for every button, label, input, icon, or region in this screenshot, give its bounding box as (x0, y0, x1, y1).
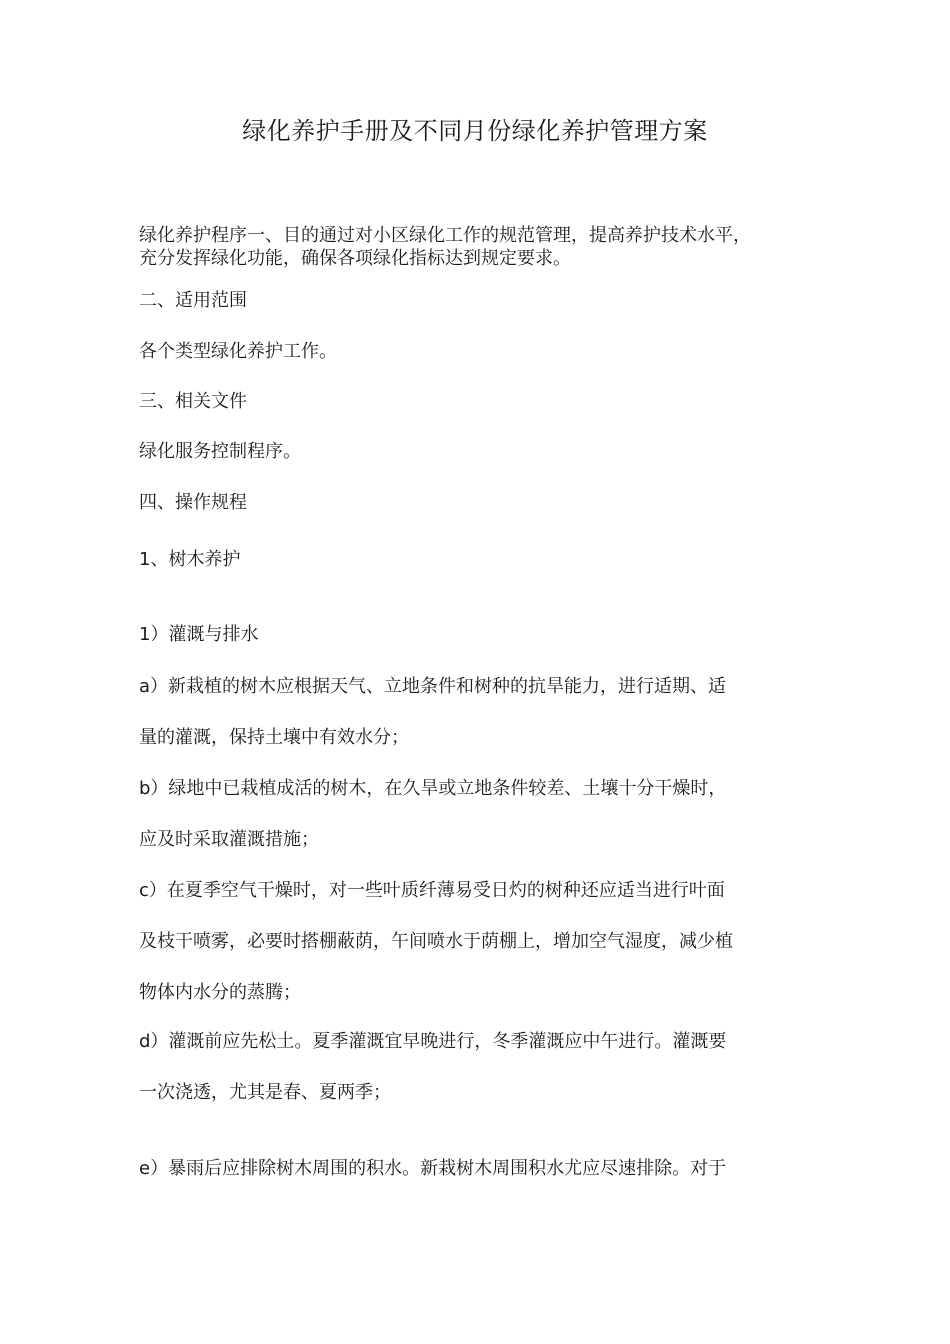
paragraph-line: 绿化服务控制程序。 (139, 441, 301, 462)
paragraph-line: 物体内水分的蒸腾； (139, 982, 301, 1003)
subsection-heading: 1、树木养护 (139, 549, 241, 570)
paragraph-line: 量的灌溉，保持土壤中有效水分； (139, 727, 409, 748)
paragraph-line: 各个类型绿化养护工作。 (139, 341, 337, 362)
paragraph-line: d）灌溉前应先松土。夏季灌溉宜早晚进行，冬季灌溉应中午进行。灌溉要 (139, 1031, 727, 1052)
paragraph-line: 及枝干喷雾，必要时搭棚蔽荫，午间喷水于荫棚上，增加空气湿度，减少植 (139, 931, 733, 952)
paragraph-line: 应及时采取灌溉措施； (139, 829, 319, 850)
section-heading: 三、相关文件 (139, 391, 247, 412)
section-heading: 四、操作规程 (139, 492, 247, 513)
paragraph-line: b）绿地中已栽植成活的树木，在久旱或立地条件较差、土壤十分干燥时， (139, 778, 727, 799)
subsection-heading: 1）灌溉与排水 (139, 624, 259, 645)
paragraph-line: 绿化养护程序一、目的通过对小区绿化工作的规范管理，提高养护技术水平， (139, 225, 751, 246)
document-title: 绿化养护手册及不同月份绿化养护管理方案 (242, 117, 708, 145)
paragraph-line: 一次浇透，尤其是春、夏两季； (139, 1082, 391, 1103)
paragraph-line: c）在夏季空气干燥时，对一些叶质纤薄易受日灼的树种还应适当进行叶面 (139, 880, 725, 901)
section-heading: 二、适用范围 (139, 290, 247, 311)
paragraph-line: 充分发挥绿化功能，确保各项绿化指标达到规定要求。 (139, 248, 571, 269)
paragraph-line: a）新栽植的树木应根据天气、立地条件和树种的抗旱能力，进行适期、适 (139, 676, 727, 697)
paragraph-line: e）暴雨后应排除树木周围的积水。新栽树木周围积水尤应尽速排除。对于 (139, 1158, 727, 1179)
